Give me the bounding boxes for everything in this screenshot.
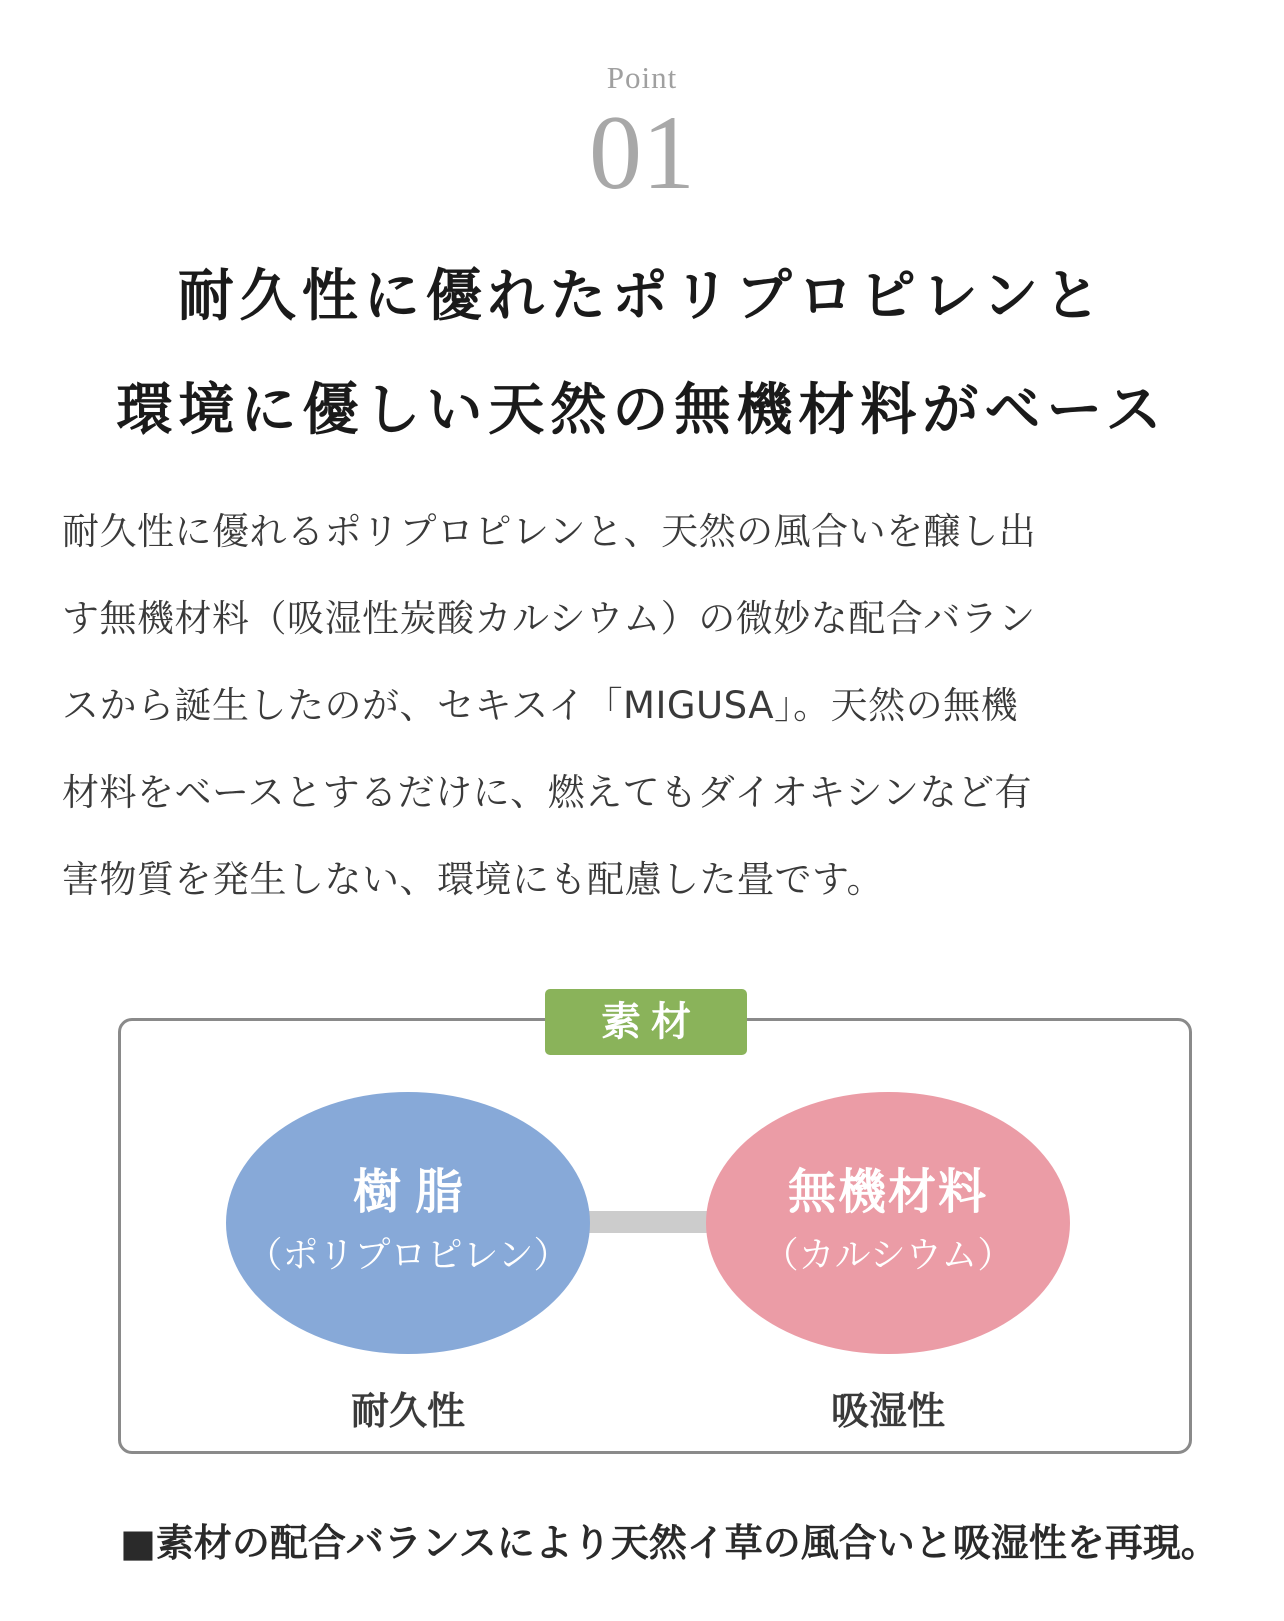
resin-title: 樹脂 [352,1164,477,1220]
inorganic-material-title: 無機材料 [787,1164,988,1220]
body-line: スから誕生したのが、セキスイ「MIGUSA」。天然の無機 [62,684,1019,727]
point-number: 01 [589,94,695,211]
headline-line-2: 環境に優しい天然の無機材料がベース [116,377,1168,443]
body-line: 材料をベースとするだけに、燃えてもダイオキシンなど有 [62,771,1033,814]
point-label: Point [606,60,678,95]
durability-caption: 耐久性 [350,1389,465,1433]
material-tag: 素材 [545,989,747,1055]
body-line: 耐久性に優れるポリプロピレンと、天然の風合いを醸し出 [62,510,1037,553]
body-paragraph [62,488,1232,923]
footnote: ■素材の配合バランスにより天然イ草の風合いと吸湿性を再現。 [120,1521,1219,1565]
inorganic-material-ellipse [706,1092,1070,1354]
headline-line-1: 耐久性に優れたポリプロピレンと [177,263,1107,329]
ellipse-connector [580,1211,720,1233]
resin-subtitle: （ポリプロピレン） [246,1235,570,1276]
body-line: 害物質を発生しない、環境にも配慮した畳です。 [62,858,885,901]
body-line: す無機材料（吸湿性炭酸カルシウム）の微妙な配合バラン [62,597,1036,640]
moisture-absorption-caption: 吸湿性 [830,1389,945,1433]
resin-ellipse [226,1092,590,1354]
inorganic-material-subtitle: （カルシウム） [762,1235,1014,1276]
